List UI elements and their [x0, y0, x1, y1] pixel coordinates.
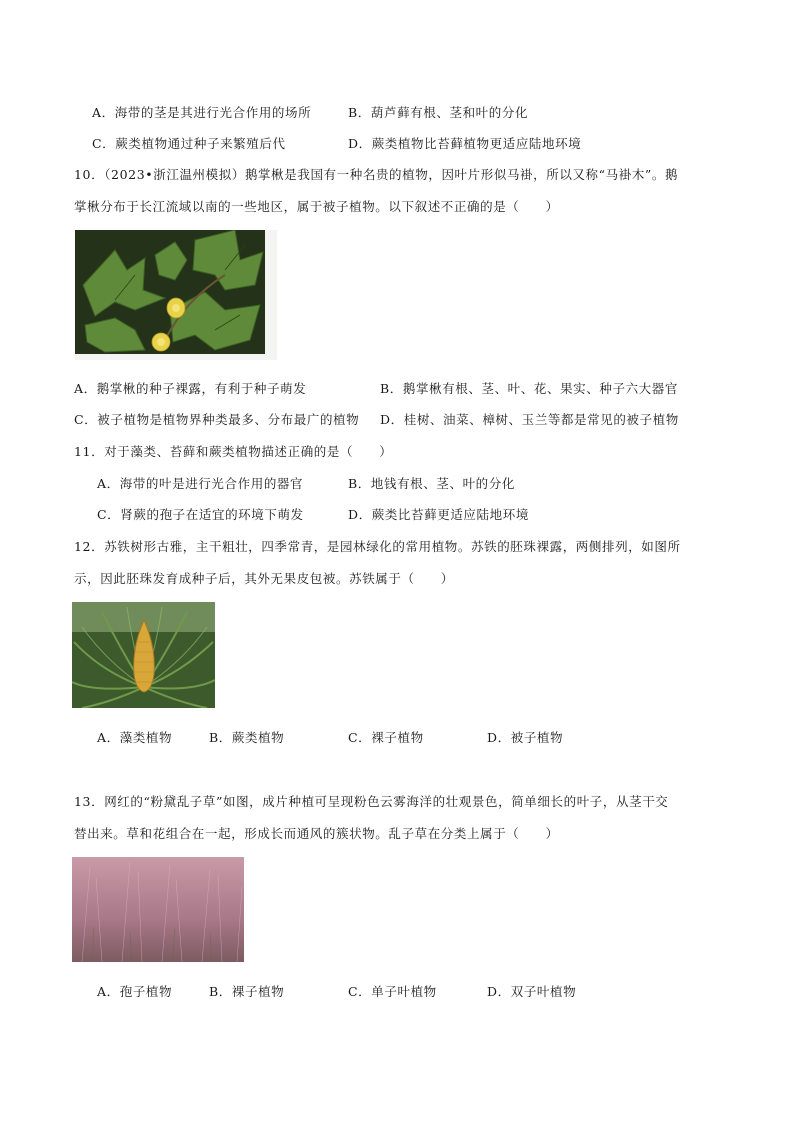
q11-stem: 11．对于藻类、苔藓和蕨类植物描述正确的是（ ）: [74, 444, 393, 459]
q13-option-c: C．单子叶植物: [348, 984, 437, 999]
q12-option-d: D．被子植物: [487, 730, 564, 745]
tulip-tree-photo: [75, 230, 277, 360]
q13-option-b: B．裸子植物: [209, 984, 285, 999]
q9-option-b: B．葫芦藓有根、茎和叶的分化: [348, 105, 529, 120]
q10-stem-line-1: 10．（2023•浙江温州模拟）鹅掌楸是我国有一种名贵的植物，因叶片形似马褂，所以又称“马褂木”。鹅: [74, 167, 679, 182]
q9-option-a: A．海带的茎是其进行光合作用的场所: [92, 105, 312, 120]
q11-option-d: D．蕨类比苔藓更适应陆地环境: [348, 507, 529, 522]
cycad-photo: [72, 602, 215, 708]
q12-option-c: C．裸子植物: [348, 730, 424, 745]
q13-stem-line-1: 13．网红的“粉黛乱子草”如图，成片种植可呈现粉色云雾海洋的壮观景色，简单细长的叶子，从茎干交: [74, 794, 669, 809]
q12-option-b: B．蕨类植物: [209, 730, 285, 745]
q13-option-d: D．双子叶植物: [487, 984, 577, 999]
q10-option-b: B．鹅掌楸有根、茎、叶、花、果实、种子六大器官: [380, 381, 678, 396]
q12-stem-line-1: 12．苏铁树形古雅，主干粗壮，四季常青，是园林绿化的常用植物。苏铁的胚珠裸露，两侧排列，如图所: [74, 539, 681, 554]
q12-option-a: A．藻类植物: [97, 730, 173, 745]
q13-stem-line-2: 替出来。草和花组合在一起，形成长而通风的簇状物。乱子草在分类上属于（ ）: [74, 826, 559, 841]
q9-option-d: D．蕨类植物比苔藓植物更适应陆地环境: [348, 136, 582, 151]
q10-stem-line-2: 掌楸分布于长江流域以南的一些地区，属于被子植物。以下叙述不正确的是（ ）: [74, 199, 559, 214]
q12-stem-line-2: 示，因此胚珠发育成种子后，其外无果皮包被。苏铁属于（ ）: [74, 571, 454, 586]
pink-muhly-grass-photo: [72, 857, 244, 962]
q13-option-a: A．孢子植物: [97, 984, 173, 999]
q10-option-c: C．被子植物是植物界种类最多、分布最广的植物: [74, 412, 360, 427]
q10-option-a: A．鹅掌楸的种子裸露，有利于种子萌发: [74, 381, 307, 396]
q11-option-b: B．地钱有根、茎、叶的分化: [348, 476, 515, 491]
q11-option-a: A．海带的叶是进行光合作用的器官: [97, 476, 304, 491]
q10-option-d: D．桂树、油菜、樟树、玉兰等都是常见的被子植物: [380, 412, 679, 427]
q9-option-c: C．蕨类植物通过种子来繁殖后代: [92, 136, 286, 151]
q11-option-c: C．肾蕨的孢子在适宜的环境下萌发: [97, 507, 304, 522]
